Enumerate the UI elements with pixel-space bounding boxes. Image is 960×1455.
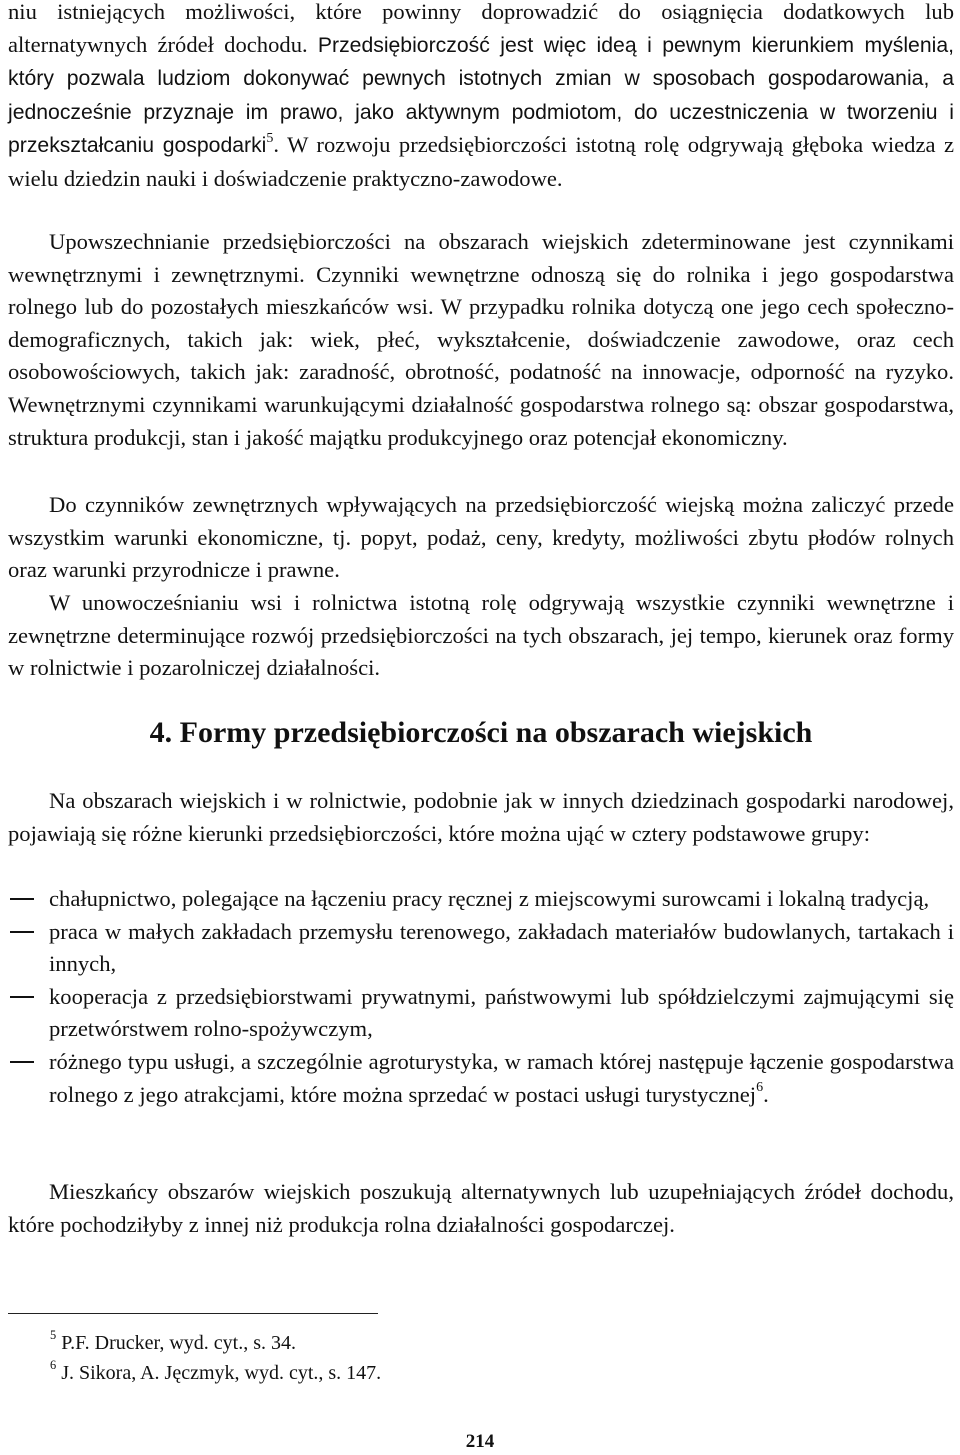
footnote-text: P.F. Drucker, wyd. cyt., s. 34. (61, 1332, 297, 1354)
dash-bullet-icon (10, 898, 34, 900)
list-item-text: różnego typu usługi, a szczególnie agroturystyka, w ramach której następuje łączenie gospodarstwa rolnego z jego atrakcjami, które można sprzedać w postaci usługi turystycznej (49, 1048, 954, 1107)
paragraph-modernization: W unowocześnianiu wsi i rolnictwa istotną rolę odgrywają wszystkie czynniki wewnętrzne i zewnętrzne determinujące rozwój przedsiębiorczości na tych obszarach, jej tempo, kierunek oraz formy w rolnictwie i pozarolniczej działalności. (8, 590, 954, 681)
paragraph-text: . W rozwoju przedsiębiorczości istotną rolę odgrywają głęboka wiedza z wielu dziedzin nauki i doświadczenie praktyczno-zawodowe. (8, 132, 954, 191)
list-item (8, 981, 954, 1046)
footnote (50, 1328, 381, 1358)
list-item (8, 916, 954, 981)
dash-bullet-icon (10, 931, 34, 933)
list-item-text: . (763, 1081, 769, 1107)
footnote-reference: 6 (756, 1079, 764, 1095)
paragraph-internal-factors: Upowszechnianie przedsiębiorczości na obszarach wiejskich zdeterminowane jest czynnikami wewnętrznymi i zewnętrznymi. Czynniki wewnętrzne odnoszą się do rolnika i jego gospodarstwa rolnego lub do pozostałych mieszkańców wsi. W przypadku rolnika dotyczą one jego cech społeczno-demograficznych, takich jak: wiek, płeć, wykształcenie, doświadczenie zawodowe, oraz cech osobowościowych, takich jak: zaradność, obrotność, podatność na innowacje, odporność na ryzyko. Wewnętrznymi czynnikami warunkującymi działalność gospodarstwa rolnego są: obszar gospodarstwa, struktura produkcji, stan i jakość majątku produkcyjnego oraz potencjał ekonomiczny. (8, 229, 954, 450)
list-item (8, 1046, 954, 1111)
footnote-number: 6 (50, 1358, 57, 1373)
list-item-text: praca w małych zakładach przemysłu terenowego, zakładach materiałów budowlanych, tartakach i innych, (49, 918, 954, 977)
paragraph-intro-continuation (8, 0, 954, 196)
list-item (8, 883, 954, 916)
footnote-reference: 5 (266, 130, 274, 146)
footnote-divider (8, 1313, 378, 1314)
forms-list (8, 883, 954, 1111)
paragraph-alternative-income: Mieszkańcy obszarów wiejskich poszukują alternatywnych lub uzupełniających źródeł dochodu, które pochodziłyby z innej niż produkcja rolna działalności gospodarczej. (8, 1179, 954, 1237)
list-item-text: chałupnictwo, polegające na łączeniu pracy ręcznej z miejscowymi surowcami i lokalną tradycją, (49, 886, 930, 911)
paragraph-text: Przedsiębiorczość jest więc ideą i pewnym kierunkiem myślenia, który pozwala ludziom dokonywać pewnych istotnych zmian w sposobach gospodarowania, a jednocześnie przyznaje im prawo, jako aktywnym podmiotom, do uczestniczenia w tworzeniu i przekształcaniu gospodarki (8, 33, 955, 158)
section-heading: 4. Formy przedsiębiorczości na obszarach wiejskich (149, 716, 813, 749)
list-item-text: kooperacja z przedsiębiorstwami prywatnymi, państwowymi lub spółdzielczymi zajmującymi się przetwórstwem rolno-spożywczym, (49, 983, 954, 1042)
paragraph-text: niu istniejących możliwości, które powinny doprowadzić do osiągnięcia dodatkowych lub alternatywnych źródeł dochodu. (8, 0, 954, 57)
footnote-text: J. Sikora, A. Jęczmyk, wyd. cyt., s. 147. (61, 1362, 382, 1384)
dash-bullet-icon (10, 1061, 34, 1063)
footnote-number: 5 (50, 1328, 57, 1343)
footnotes (50, 1328, 381, 1388)
paragraph-external-factors: Do czynników zewnętrznych wpływających na przedsiębiorczość wiejską można zaliczyć przede wszystkim warunki ekonomiczne, tj. popyt, podaż, ceny, kredyty, możliwości zbytu płodów rolnych oraz warunki przyrodnicze i prawne. (8, 492, 954, 583)
footnote (50, 1358, 381, 1388)
dash-bullet-icon (10, 996, 34, 998)
paragraph-forms-intro: Na obszarach wiejskich i w rolnictwie, podobnie jak w innych dziedzinach gospodarki narodowej, pojawiają się różne kierunki przedsiębiorczości, które można ująć w cztery podstawowe grupy: (8, 788, 954, 846)
page-number: 214 (465, 1431, 495, 1452)
